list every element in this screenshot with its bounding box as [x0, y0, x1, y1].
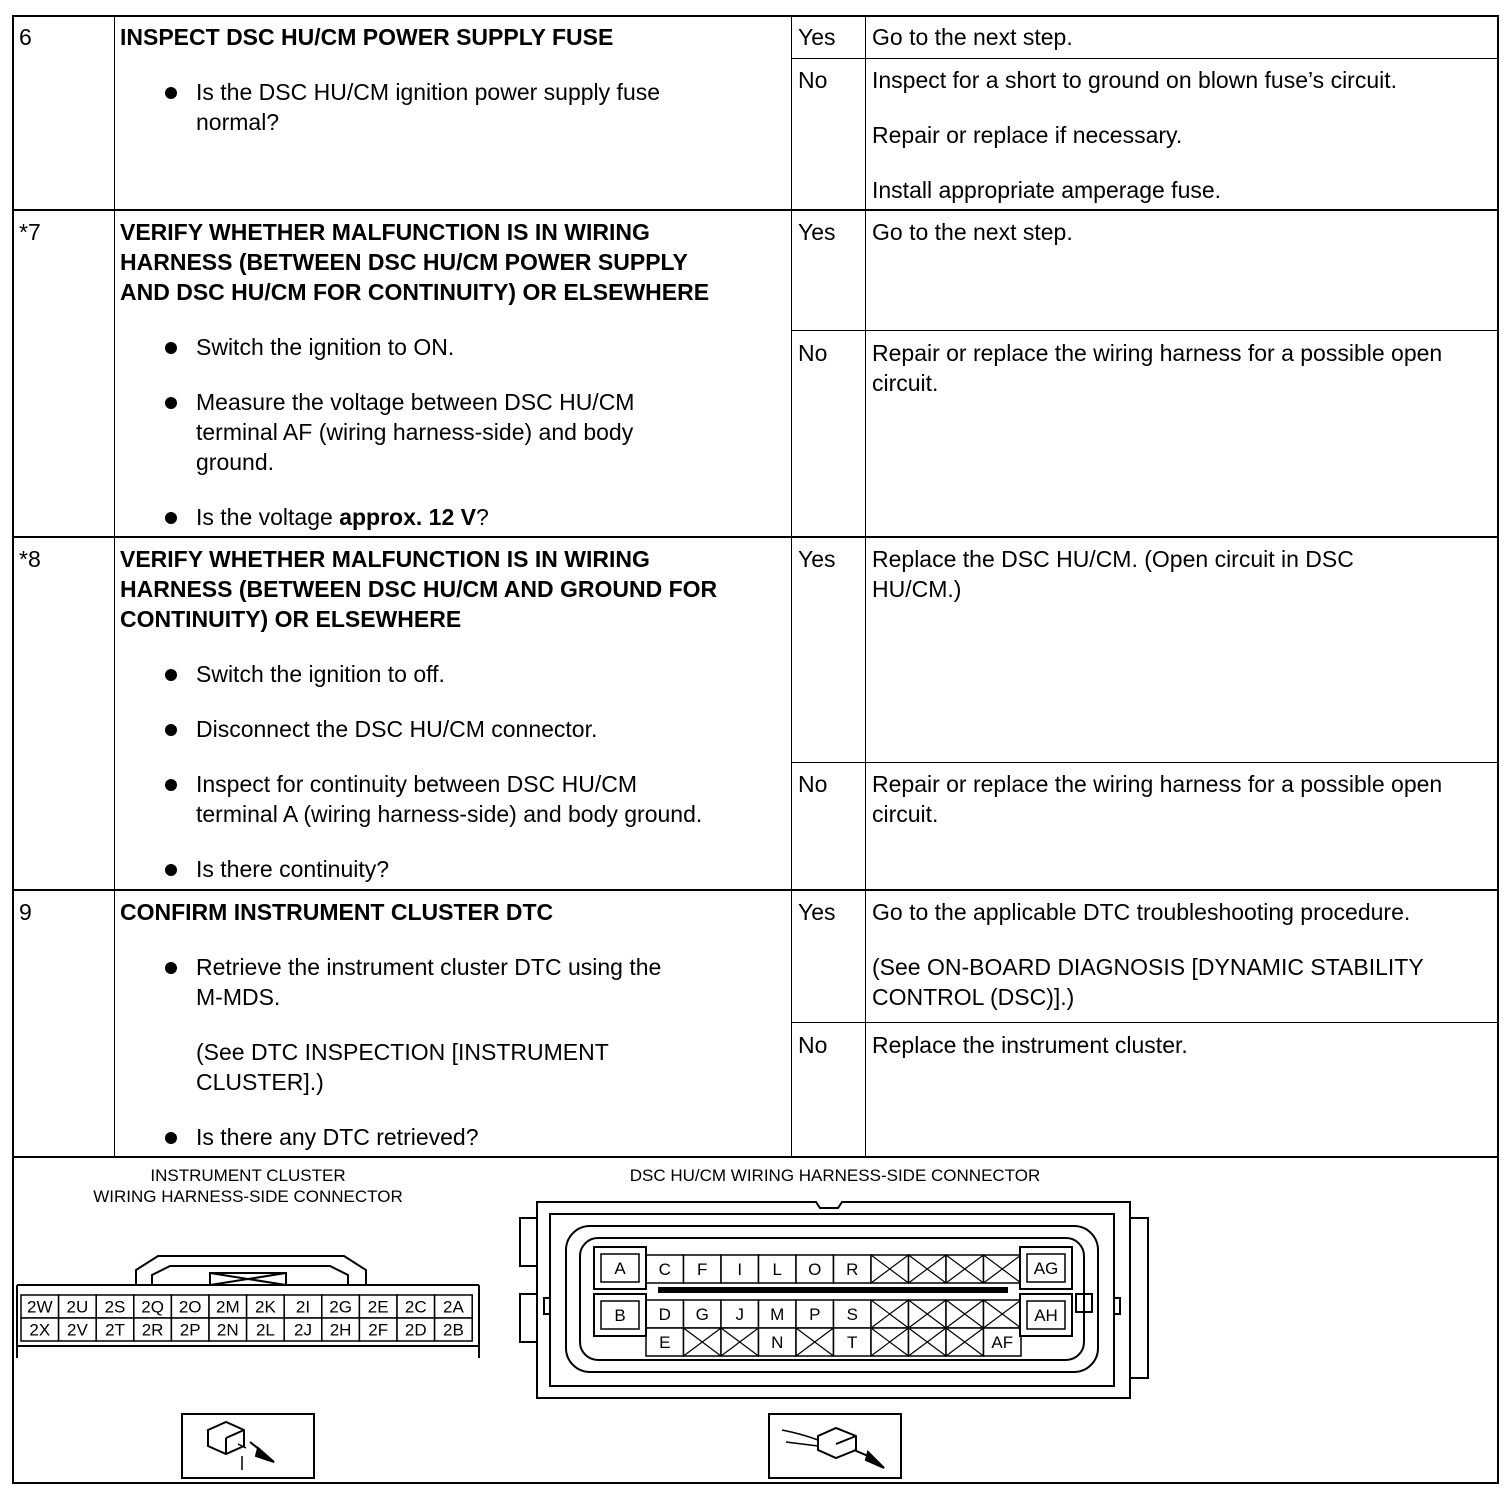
reference-note: CLUSTER].)	[196, 1069, 324, 1095]
no-action: Repair or replace the wiring harness for a possible open	[872, 340, 1443, 366]
terminal-label: 2U	[66, 1297, 89, 1317]
terminal-cell	[871, 1300, 909, 1328]
terminal-label: 2J	[294, 1320, 312, 1340]
bullet-text: terminal A (wiring harness-side) and body ground.	[196, 801, 703, 827]
terminal-label: 2H	[329, 1320, 352, 1340]
bullet-text: ground.	[196, 449, 275, 475]
terminal-cell	[796, 1328, 834, 1356]
yes-label: Yes	[798, 546, 836, 572]
terminal-cell	[397, 1295, 435, 1318]
terminal-cell	[759, 1328, 797, 1356]
terminal-label: 2N	[216, 1320, 239, 1340]
no-action: Repair or replace if necessary.	[872, 122, 1183, 148]
step-number: 9	[19, 899, 32, 925]
terminal-cell	[796, 1255, 834, 1283]
terminal-label: M	[770, 1305, 785, 1324]
yes-action: Go to the next step.	[872, 24, 1073, 50]
terminal-cell	[435, 1318, 473, 1341]
terminal-cell	[684, 1255, 722, 1283]
terminal-label: R	[846, 1260, 859, 1279]
answer-divider	[791, 58, 1499, 59]
terminal-label: B	[614, 1306, 626, 1325]
terminal-grid	[21, 1295, 472, 1341]
no-action: Inspect for a short to ground on blown fuse’s circuit.	[872, 67, 1398, 93]
terminal-cell	[359, 1318, 397, 1341]
terminal-cell	[984, 1328, 1022, 1356]
row-divider	[12, 536, 1499, 538]
terminal-cell	[684, 1300, 722, 1328]
terminal-cell	[21, 1318, 59, 1341]
no-action: circuit.	[872, 801, 939, 827]
terminal-cell	[871, 1255, 909, 1283]
yes-action: Go to the applicable DTC troubleshooting procedure.	[872, 899, 1411, 925]
step-title: HARNESS (BETWEEN DSC HU/CM POWER SUPPLY	[120, 249, 688, 275]
bullet-text-value: approx. 12 V	[339, 504, 476, 530]
bullet-text-post: ?	[475, 504, 489, 530]
terminal-cell	[1020, 1247, 1072, 1289]
terminal-label: 2S	[104, 1297, 126, 1317]
terminal-label: F	[697, 1260, 708, 1279]
terminal-label: C	[658, 1260, 671, 1279]
terminal-cell	[209, 1318, 247, 1341]
yes-action: Replace the DSC HU/CM. (Open circuit in DSC	[872, 546, 1354, 572]
bullet-text: normal?	[196, 109, 280, 135]
no-label: No	[798, 340, 828, 366]
bullet-icon	[165, 87, 177, 99]
terminal-cell	[171, 1318, 209, 1341]
bullet-text: Switch the ignition to ON.	[196, 334, 455, 360]
reference-note: CONTROL (DSC)].)	[872, 984, 1075, 1010]
terminal-label: J	[735, 1305, 744, 1324]
terminal-label: I	[737, 1260, 743, 1279]
step-title: CONTINUITY) OR ELSEWHERE	[120, 606, 462, 632]
step-title: AND DSC HU/CM FOR CONTINUITY) OR ELSEWHERE	[120, 279, 710, 305]
bullet-icon	[165, 962, 177, 974]
no-label: No	[798, 67, 828, 93]
bullet-icon	[165, 512, 177, 524]
terminal-cell	[397, 1318, 435, 1341]
terminal-label: 2G	[329, 1297, 352, 1317]
terminal-cell	[1020, 1294, 1072, 1336]
no-action: Install appropriate amperage fuse.	[872, 177, 1222, 203]
terminal-label: T	[847, 1333, 858, 1352]
terminal-cell	[96, 1295, 134, 1318]
bullet-text: Is the DSC HU/CM ignition power supply fuse	[196, 79, 661, 105]
diagram-title: DSC HU/CM WIRING HARNESS-SIDE CONNECTOR	[629, 1166, 1041, 1185]
reference-note: (See ON-BOARD DIAGNOSIS [DYNAMIC STABILITY	[872, 954, 1424, 980]
terminal-cell	[759, 1255, 797, 1283]
terminal-label: AH	[1034, 1306, 1058, 1325]
terminal-label: S	[846, 1305, 858, 1324]
terminal-label: D	[658, 1305, 671, 1324]
terminal-cell	[834, 1328, 872, 1356]
bullet-icon	[165, 397, 177, 409]
step-number: 6	[19, 24, 32, 50]
terminal-cell	[721, 1328, 759, 1356]
terminal-cell	[834, 1255, 872, 1283]
terminal-cell	[134, 1295, 172, 1318]
diagram-title: WIRING HARNESS-SIDE CONNECTOR	[93, 1187, 403, 1206]
terminal-cell	[946, 1328, 984, 1356]
step-title: INSPECT DSC HU/CM POWER SUPPLY FUSE	[120, 24, 614, 50]
step-number: *7	[19, 219, 41, 245]
row-divider	[12, 209, 1499, 211]
bullet-text: Disconnect the DSC HU/CM connector.	[196, 716, 598, 742]
terminal-label: E	[659, 1333, 671, 1352]
yes-label: Yes	[798, 219, 836, 245]
harness-side-view-icon	[182, 1414, 314, 1478]
step-title: HARNESS (BETWEEN DSC HU/CM AND GROUND FOR	[120, 576, 718, 602]
terminal-cell	[322, 1318, 360, 1341]
terminal-label: 2R	[141, 1320, 164, 1340]
terminal-cell	[322, 1295, 360, 1318]
terminal-grid	[594, 1247, 1072, 1356]
bullet-icon	[165, 724, 177, 736]
terminal-label: 2K	[255, 1297, 276, 1317]
terminal-label: 2D	[404, 1320, 427, 1340]
yes-label: Yes	[798, 899, 836, 925]
terminal-cell	[721, 1300, 759, 1328]
no-label: No	[798, 1032, 828, 1058]
terminal-label: A	[614, 1259, 626, 1278]
diagram-title: INSTRUMENT CLUSTER	[150, 1166, 346, 1185]
terminal-label: 2C	[404, 1297, 427, 1317]
terminal-label: 2E	[367, 1297, 389, 1317]
terminal-cell	[134, 1318, 172, 1341]
terminal-cell	[59, 1318, 97, 1341]
terminal-cell	[984, 1255, 1022, 1283]
bullet-text: Is there any DTC retrieved?	[196, 1124, 479, 1150]
terminal-cell	[96, 1318, 134, 1341]
step-title: VERIFY WHETHER MALFUNCTION IS IN WIRING	[120, 219, 650, 245]
terminal-label: 2P	[179, 1320, 201, 1340]
instrument-cluster-connector-diagram	[12, 1158, 492, 1484]
terminal-cell	[59, 1295, 97, 1318]
terminal-label: 2T	[105, 1320, 125, 1340]
terminal-cell	[909, 1255, 947, 1283]
terminal-cell	[871, 1328, 909, 1356]
terminal-label: 2O	[178, 1297, 202, 1317]
yes-action: HU/CM.)	[872, 576, 962, 602]
step-title: VERIFY WHETHER MALFUNCTION IS IN WIRING	[120, 546, 650, 572]
terminal-cell	[247, 1318, 285, 1341]
terminal-cell	[435, 1295, 473, 1318]
bullet-icon	[165, 342, 177, 354]
step-title: CONFIRM INSTRUMENT CLUSTER DTC	[120, 899, 554, 925]
bullet-text	[196, 502, 489, 532]
terminal-label: G	[695, 1305, 709, 1324]
reference-note: (See DTC INSPECTION [INSTRUMENT	[196, 1039, 609, 1065]
terminal-label: 2W	[27, 1297, 53, 1317]
bullet-text: Measure the voltage between DSC HU/CM	[196, 389, 635, 415]
terminal-label: L	[772, 1260, 782, 1279]
bullet-icon	[165, 1132, 177, 1144]
bullet-icon	[165, 779, 177, 791]
terminal-cell	[984, 1300, 1022, 1328]
terminal-cell	[721, 1255, 759, 1283]
terminal-cell	[946, 1255, 984, 1283]
bullet-text: M-MDS.	[196, 984, 281, 1010]
terminal-cell	[646, 1300, 684, 1328]
terminal-label: 2M	[215, 1297, 240, 1317]
terminal-label: 2F	[368, 1320, 389, 1340]
no-action: Repair or replace the wiring harness for a possible open	[872, 771, 1443, 797]
terminal-label: 2L	[255, 1320, 275, 1340]
terminal-label: 2I	[295, 1297, 311, 1317]
terminal-label: P	[809, 1305, 821, 1324]
terminal-cell	[684, 1328, 722, 1356]
bullet-text: Inspect for continuity between DSC HU/CM	[196, 771, 638, 797]
answer-divider	[791, 762, 1499, 763]
terminal-cell	[646, 1255, 684, 1283]
yes-action: Go to the next step.	[872, 219, 1073, 245]
terminal-cell	[759, 1300, 797, 1328]
terminal-cell	[594, 1294, 646, 1336]
terminal-label: 2Q	[141, 1297, 164, 1317]
terminal-label: N	[771, 1333, 784, 1352]
no-action: Replace the instrument cluster.	[872, 1032, 1188, 1058]
terminal-label: 2B	[443, 1320, 464, 1340]
terminal-cell	[646, 1328, 684, 1356]
harness-side-view-icon	[769, 1414, 901, 1478]
terminal-cell	[209, 1295, 247, 1318]
terminal-label: 2X	[29, 1320, 51, 1340]
terminal-cell	[796, 1300, 834, 1328]
answer-divider	[791, 1022, 1499, 1023]
terminal-label: O	[808, 1260, 822, 1279]
terminal-label: AF	[991, 1333, 1014, 1352]
no-label: No	[798, 771, 828, 797]
terminal-cell	[834, 1300, 872, 1328]
col-divider	[791, 15, 792, 1157]
terminal-label: 2A	[443, 1297, 464, 1317]
bullet-icon	[165, 669, 177, 681]
bullet-text: Is there continuity?	[196, 856, 390, 882]
terminal-cell	[909, 1328, 947, 1356]
terminal-cell	[594, 1247, 646, 1289]
terminal-cell	[171, 1295, 209, 1318]
terminal-cell	[247, 1295, 285, 1318]
bullet-icon	[165, 864, 177, 876]
bullet-text-pre: Is the voltage	[196, 504, 340, 530]
dsc-hucm-connector-diagram	[510, 1158, 1170, 1484]
terminal-cell	[946, 1300, 984, 1328]
bullet-text: Switch the ignition to off.	[196, 661, 445, 687]
no-action: circuit.	[872, 370, 939, 396]
row-divider	[12, 889, 1499, 891]
terminal-cell	[359, 1295, 397, 1318]
terminal-cell	[284, 1295, 322, 1318]
col-divider	[114, 15, 115, 1157]
terminal-label: AG	[1033, 1259, 1059, 1278]
terminal-label: 2V	[67, 1320, 88, 1340]
yes-label: Yes	[798, 24, 836, 50]
step-number: *8	[19, 546, 41, 572]
answer-divider	[791, 330, 1499, 331]
terminal-cell	[909, 1300, 947, 1328]
col-divider	[865, 15, 866, 1157]
terminal-cell	[21, 1295, 59, 1318]
bullet-text: terminal AF (wiring harness-side) and body	[196, 419, 634, 445]
terminal-cell	[284, 1318, 322, 1341]
bullet-text: Retrieve the instrument cluster DTC using the	[196, 954, 662, 980]
